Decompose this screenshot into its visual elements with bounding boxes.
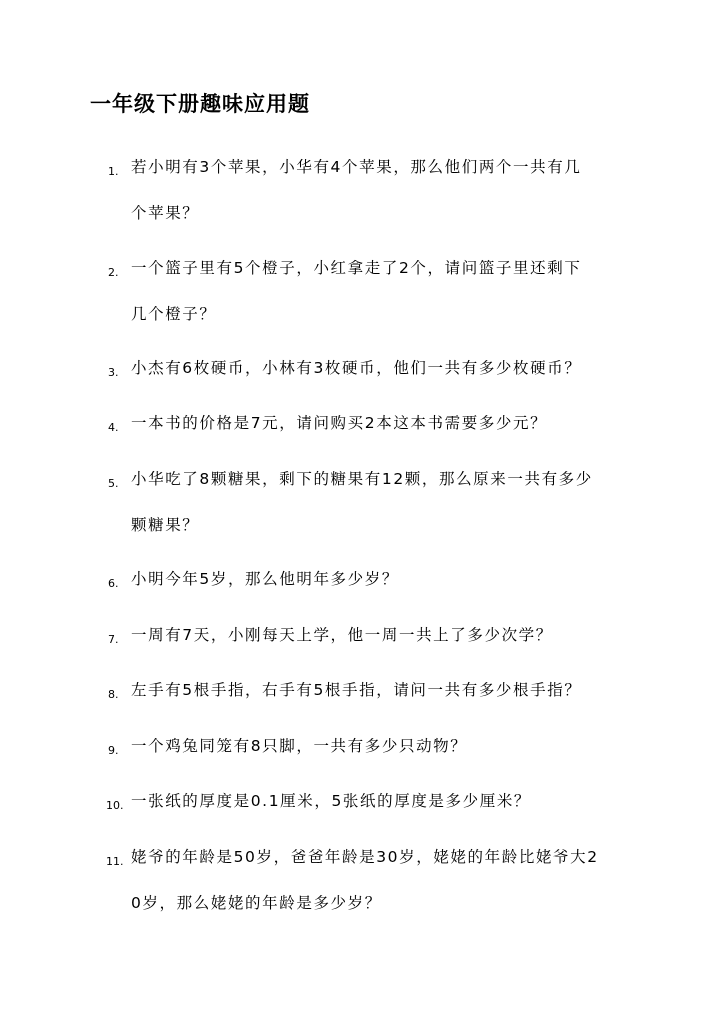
question-text	[131, 456, 631, 548]
question-number: 8.	[108, 688, 119, 701]
question-line: 一周有7天，小刚每天上学，他一周一共上了多少次学？	[131, 626, 553, 644]
document-title: 一年级下册趣味应用题	[90, 92, 310, 116]
question-text	[131, 144, 631, 236]
question-number: 11.	[106, 855, 124, 868]
question-line: 一个篮子里有5个橙子，小红拿走了2个，请问篮子里还剩下	[131, 259, 582, 277]
question-text	[131, 667, 631, 713]
question-text	[131, 556, 631, 602]
question-line: 0岁，那么姥姥的年龄是多少岁？	[131, 894, 382, 912]
question-line: 小华吃了8颗糖果，剩下的糖果有12颗，那么原来一共有多少	[131, 470, 593, 488]
question-text	[131, 345, 631, 391]
question-line: 小杰有6枚硬币，小林有3枚硬币，他们一共有多少枚硬币？	[131, 359, 582, 377]
question-text	[131, 245, 631, 337]
question-line: 一张纸的厚度是0.1厘米，5张纸的厚度是多少厘米？	[131, 792, 532, 810]
question-line: 一个鸡兔同笼有8只脚，一共有多少只动物？	[131, 737, 468, 755]
question-number: 6.	[108, 577, 119, 590]
question-number: 7.	[108, 633, 119, 646]
question-line: 小明今年5岁，那么他明年多少岁？	[131, 570, 399, 588]
question-text	[131, 778, 631, 824]
question-text	[131, 612, 631, 658]
question-line: 颗糖果？	[131, 516, 200, 534]
question-line: 几个橙子？	[131, 305, 217, 323]
question-number: 4.	[108, 421, 119, 434]
question-number: 9.	[108, 744, 119, 757]
question-line: 个苹果？	[131, 204, 200, 222]
question-line: 若小明有3个苹果，小华有4个苹果，那么他们两个一共有几	[131, 158, 582, 176]
question-number: 1.	[108, 165, 119, 178]
question-text	[131, 834, 631, 926]
question-number: 2.	[108, 266, 119, 279]
question-line: 姥爷的年龄是50岁，爸爸年龄是30岁，姥姥的年龄比姥爷大2	[131, 848, 599, 866]
question-number: 5.	[108, 477, 119, 490]
question-line: 一本书的价格是7元，请问购买2本这本书需要多少元？	[131, 414, 548, 432]
question-text	[131, 400, 631, 446]
question-number: 10.	[106, 799, 124, 812]
question-number: 3.	[108, 366, 119, 379]
question-line: 左手有5根手指，右手有5根手指，请问一共有多少根手指？	[131, 681, 582, 699]
question-text	[131, 723, 631, 769]
